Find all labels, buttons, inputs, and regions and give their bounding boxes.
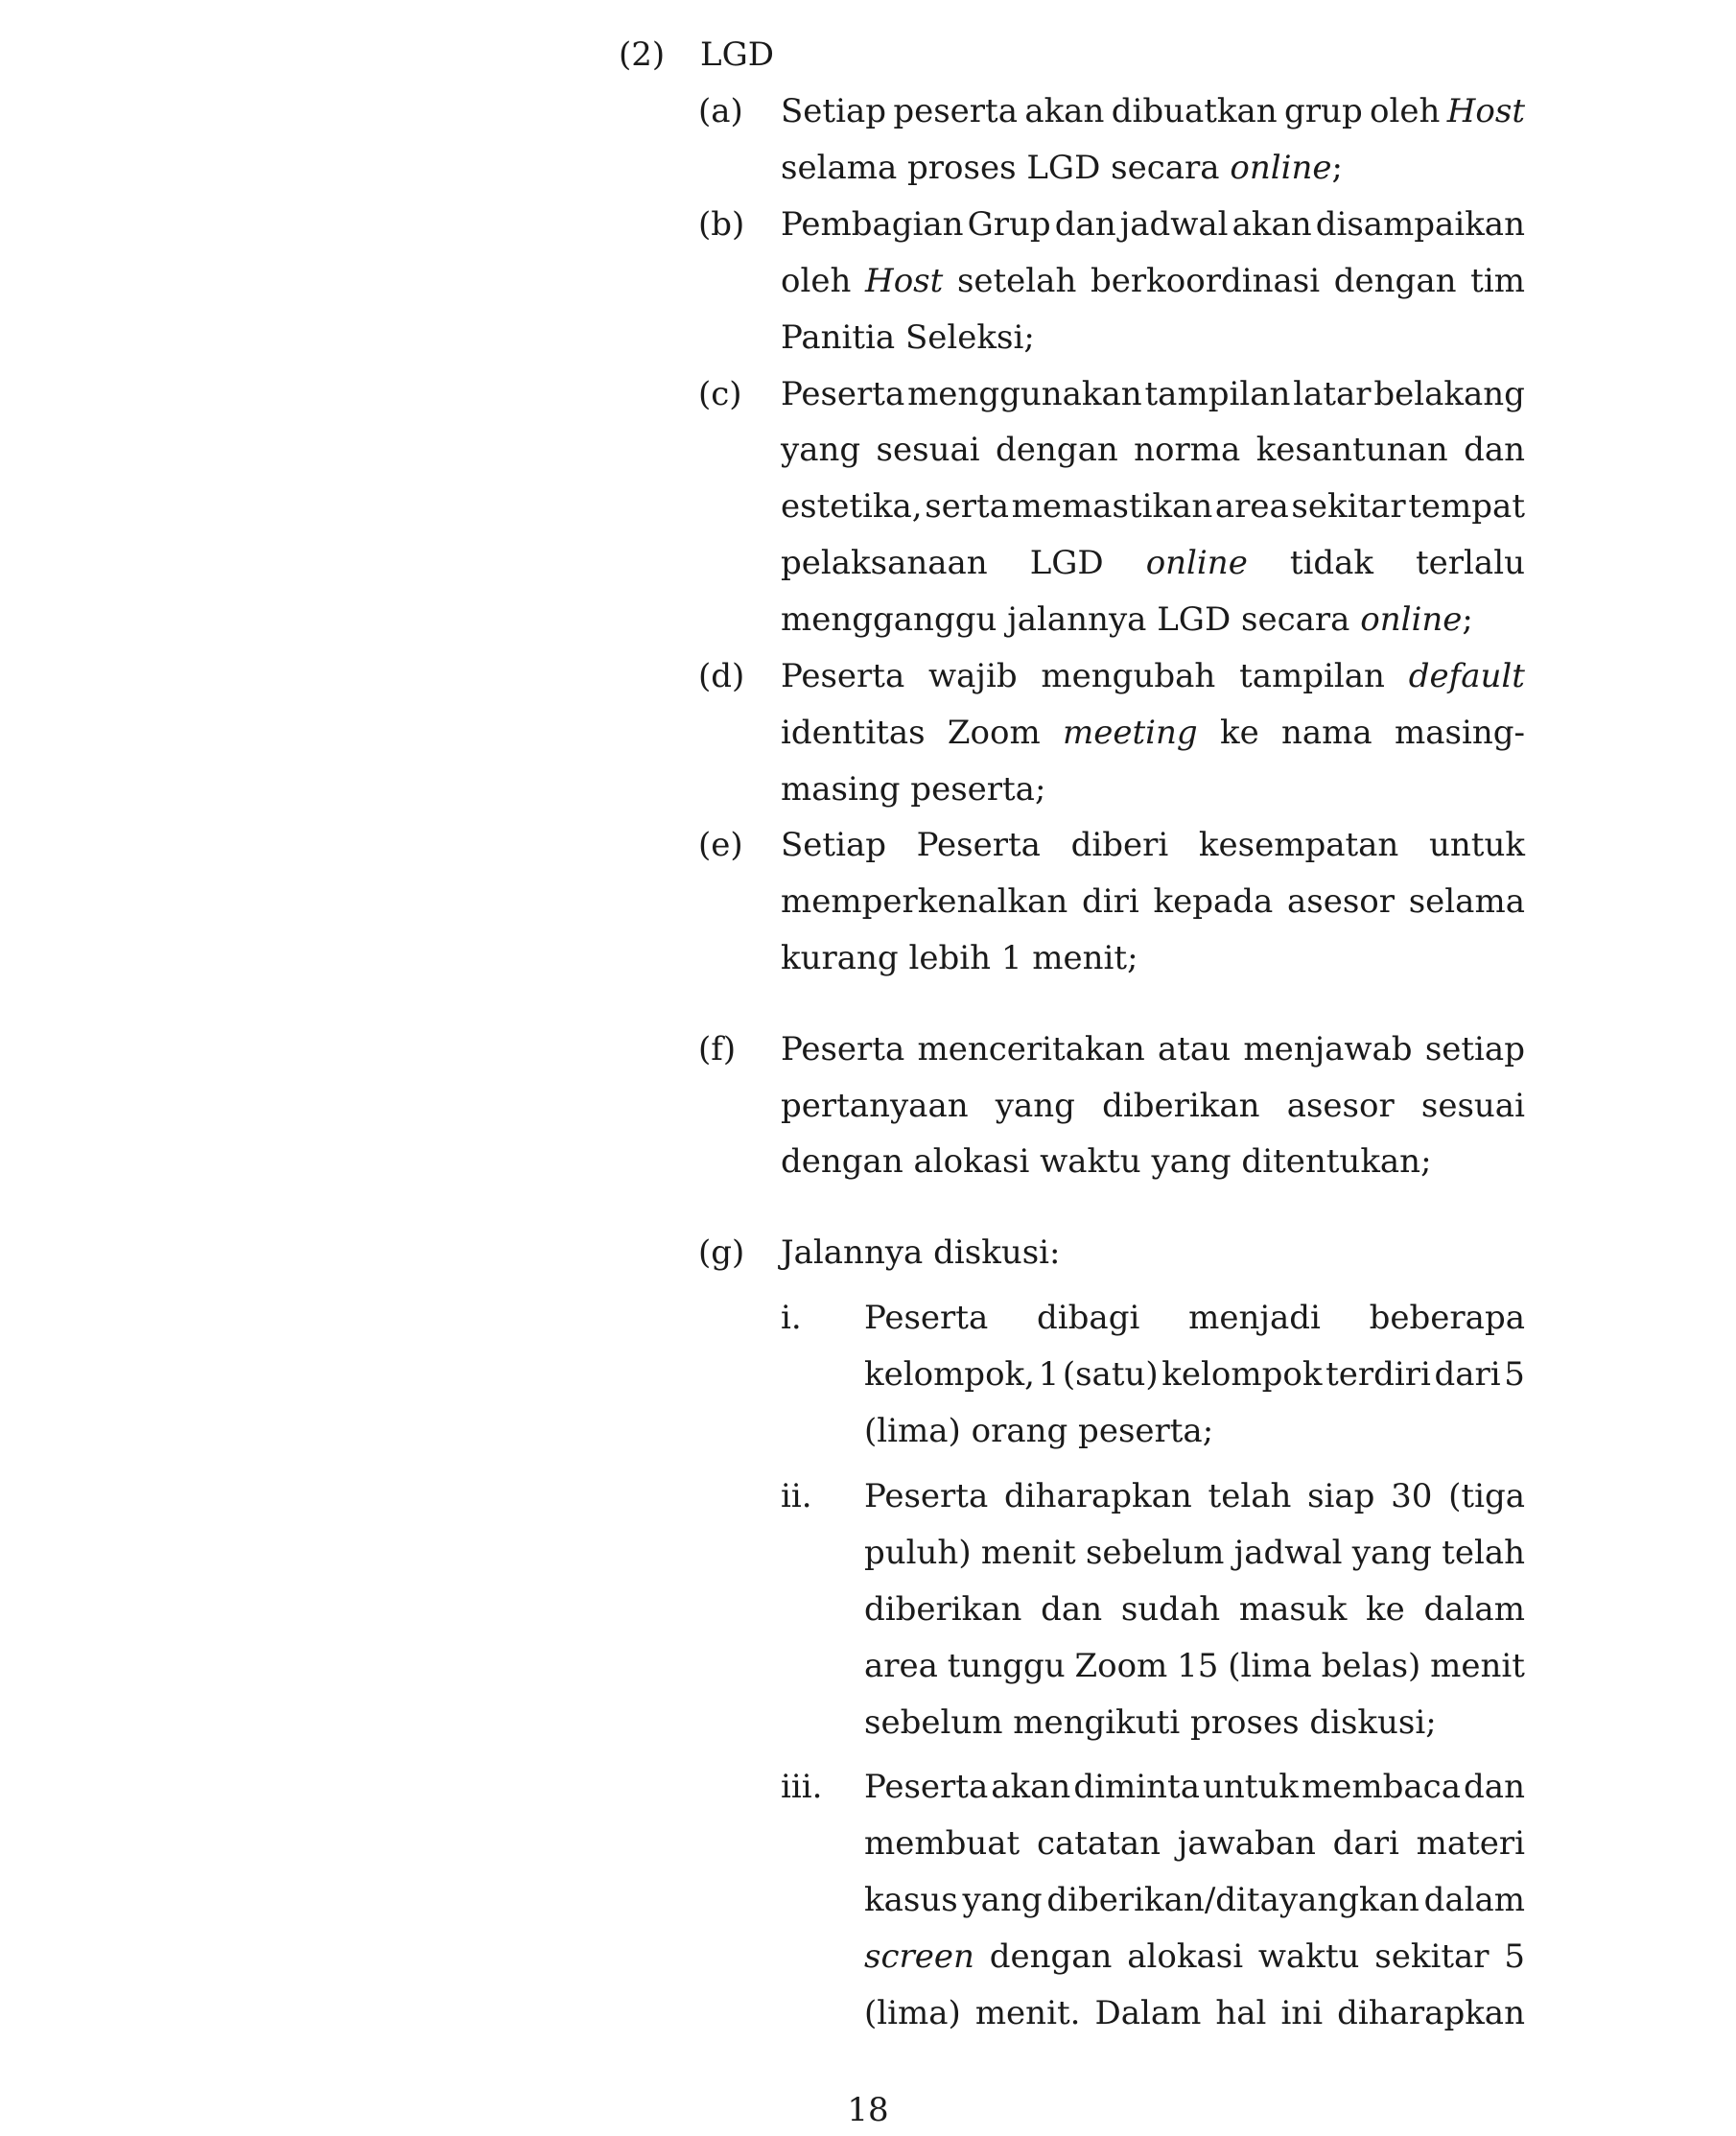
item-a-line-1: Setiap peserta akan dibuatkan grup oleh Host (781, 92, 1525, 130)
item-c-line-3: estetika, serta memastikan area sekitar tempat (781, 487, 1525, 526)
item-a-line-2: selama proses LGD secara online; (781, 149, 1343, 187)
item-f-line-2: pertanyaan yang diberikan asesor sesuai (781, 1087, 1525, 1125)
item-c-marker: (c) (698, 375, 742, 413)
section-title: LGD (700, 35, 774, 74)
sub-ii-marker: ii. (781, 1477, 812, 1515)
item-d-line-1: Peserta wajib mengubah tampilan default (781, 657, 1525, 695)
item-b-line-2: oleh Host setelah berkoordinasi dengan tim (781, 262, 1525, 300)
item-b-marker: (b) (698, 205, 745, 244)
sub-iii-line-4: screen dengan alokasi waktu sekitar 5 (864, 1937, 1525, 1976)
sub-iii-line-3: kasus yang diberikan/ditayangkan dalam (864, 1881, 1525, 1919)
sub-ii-line-3: diberikan dan sudah masuk ke dalam (864, 1590, 1525, 1629)
item-d-line-3: masing peserta; (781, 770, 1046, 809)
sub-i-line-1: Peserta dibagi menjadi beberapa (864, 1299, 1525, 1337)
sub-ii-line-4: area tunggu Zoom 15 (lima belas) menit (864, 1647, 1525, 1685)
item-d-line-2: identitas Zoom meeting ke nama masing- (781, 714, 1525, 752)
item-c-line-5: mengganggu jalannya LGD secara online; (781, 600, 1473, 639)
item-b-line-3: Panitia Seleksi; (781, 318, 1035, 357)
item-g-line-1: Jalannya diskusi: (781, 1233, 1061, 1272)
item-g-marker: (g) (698, 1233, 745, 1272)
item-b-line-1: Pembagian Grup dan jadwal akan disampaikan (781, 205, 1525, 244)
item-c-line-2: yang sesuai dengan norma kesantunan dan (781, 431, 1525, 469)
item-e-line-2: memperkenalkan diri kepada asesor selama (781, 882, 1525, 921)
page-number: 18 (847, 2091, 889, 2129)
sub-ii-line-1: Peserta diharapkan telah siap 30 (tiga (864, 1477, 1525, 1515)
sub-iii-line-5: (lima) menit. Dalam hal ini diharapkan (864, 1994, 1525, 2032)
sub-ii-line-2: puluh) menit sebelum jadwal yang telah (864, 1534, 1525, 1572)
item-e-marker: (e) (698, 826, 743, 864)
item-e-line-3: kurang lebih 1 menit; (781, 939, 1138, 977)
sub-i-line-3: (lima) orang peserta; (864, 1412, 1214, 1450)
item-e-line-1: Setiap Peserta diberi kesempatan untuk (781, 826, 1525, 864)
item-f-line-3: dengan alokasi waktu yang ditentukan; (781, 1142, 1432, 1181)
item-a-marker: (a) (698, 92, 743, 130)
sub-iii-line-2: membuat catatan jawaban dari materi (864, 1824, 1525, 1863)
item-f-line-1: Peserta menceritakan atau menjawab setiap (781, 1030, 1525, 1068)
sub-ii-line-5: sebelum mengikuti proses diskusi; (864, 1703, 1437, 1742)
item-d-marker: (d) (698, 657, 745, 695)
item-c-line-4: pelaksanaan LGD online tidak terlalu (781, 544, 1525, 582)
sub-iii-line-1: Peserta akan diminta untuk membaca dan (864, 1768, 1525, 1806)
sub-iii-marker: iii. (781, 1768, 823, 1806)
sub-i-line-2: kelompok, 1 (satu) kelompok terdiri dari 5 (864, 1355, 1525, 1394)
item-c-line-1: Peserta menggunakan tampilan latar belakang (781, 375, 1525, 413)
item-f-marker: (f) (698, 1030, 737, 1068)
section-marker: (2) (619, 35, 666, 74)
sub-i-marker: i. (781, 1299, 802, 1337)
